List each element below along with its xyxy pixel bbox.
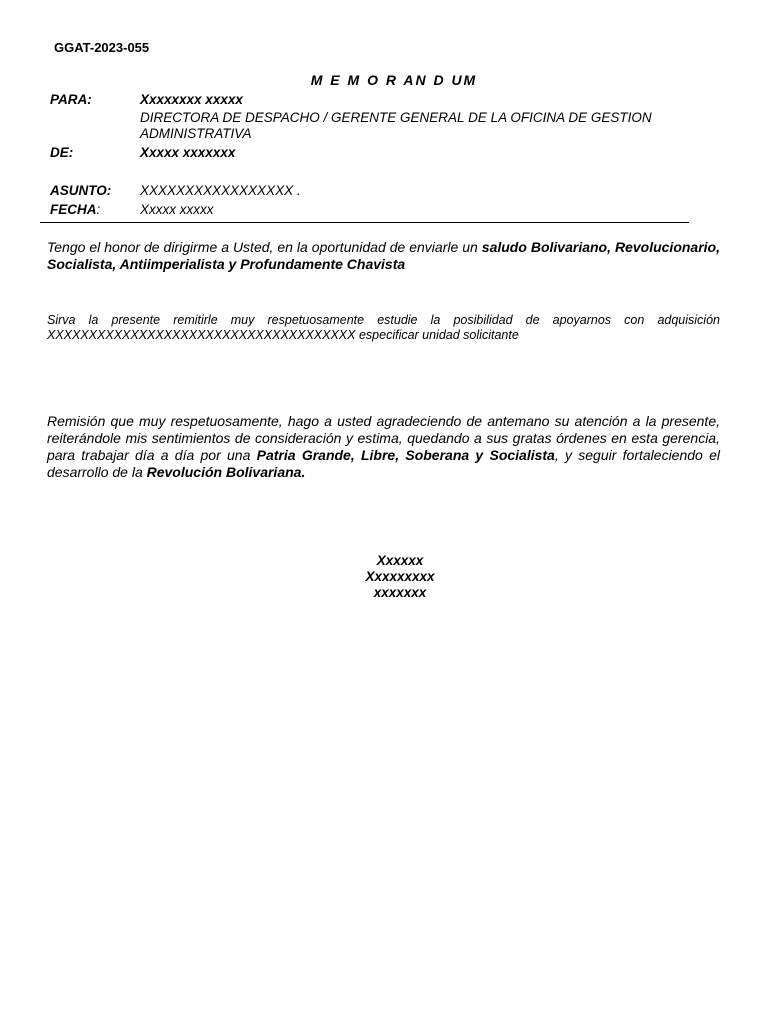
para-label: PARA: — [50, 92, 92, 107]
greeting-bold-text: saludo Bolivariano, Revolucionario, Socialista, Antiimperialista y Profundamente Chavista — [47, 239, 720, 272]
para-name: Xxxxxxxx xxxxx — [140, 92, 243, 107]
memo-title: M E M O R AN D UM — [310, 72, 478, 88]
request-line1: Sirva la presente remitirle muy respetuosamente estudie la posibilidad de apoyarnos con adquisición — [47, 313, 720, 327]
fecha-label: FECHA — [50, 202, 97, 217]
signature-line2: Xxxxxxxxx — [365, 569, 435, 584]
fecha-value: Xxxxx xxxxx — [140, 202, 214, 217]
closing-text-b: , y seguir fortaleciendo el desarrollo de la — [47, 447, 720, 480]
de-label: DE: — [50, 145, 74, 160]
asunto-label: ASUNTO: — [50, 183, 112, 198]
signature-line3: xxxxxxx — [373, 585, 427, 600]
signature-line1: Xxxxxx — [376, 553, 424, 568]
paragraph-closing — [47, 413, 720, 481]
fecha-label-wrap — [50, 202, 100, 217]
para-position-line2: ADMINISTRATIVA — [140, 126, 252, 141]
header-divider — [40, 222, 689, 223]
closing-text-a: Remisión que muy respetuosamente, hago a usted agradeciendo de antemano su atención a la presente, reiterándole mis sentimientos de consideración y estima, quedando a sus gratas órdenes en esta gerencia, para trabajar día a día por una — [47, 413, 720, 463]
closing-bold-a: Patria Grande, Libre, Soberana y Socialista — [256, 447, 555, 463]
closing-bold-b: Revolución Bolivariana. — [146, 464, 306, 480]
paragraph-greeting — [47, 239, 720, 273]
asunto-value: XXXXXXXXXXXXXXXXX . — [140, 183, 301, 198]
greeting-text: Tengo el honor de dirigirme a Usted, en la oportunidad de enviarle un — [47, 239, 482, 255]
paragraph-request — [47, 313, 720, 343]
fecha-colon: : — [96, 202, 101, 217]
de-name: Xxxxx xxxxxxx — [140, 145, 236, 160]
document-code: GGAT-2023-055 — [54, 40, 150, 55]
para-position-line1: DIRECTORA DE DESPACHO / GERENTE GENERAL DE LA OFICINA DE GESTION — [140, 110, 652, 125]
request-line2: XXXXXXXXXXXXXXXXXXXXXXXXXXXXXXXXXXXXX especificar unidad solicitante — [47, 328, 519, 342]
